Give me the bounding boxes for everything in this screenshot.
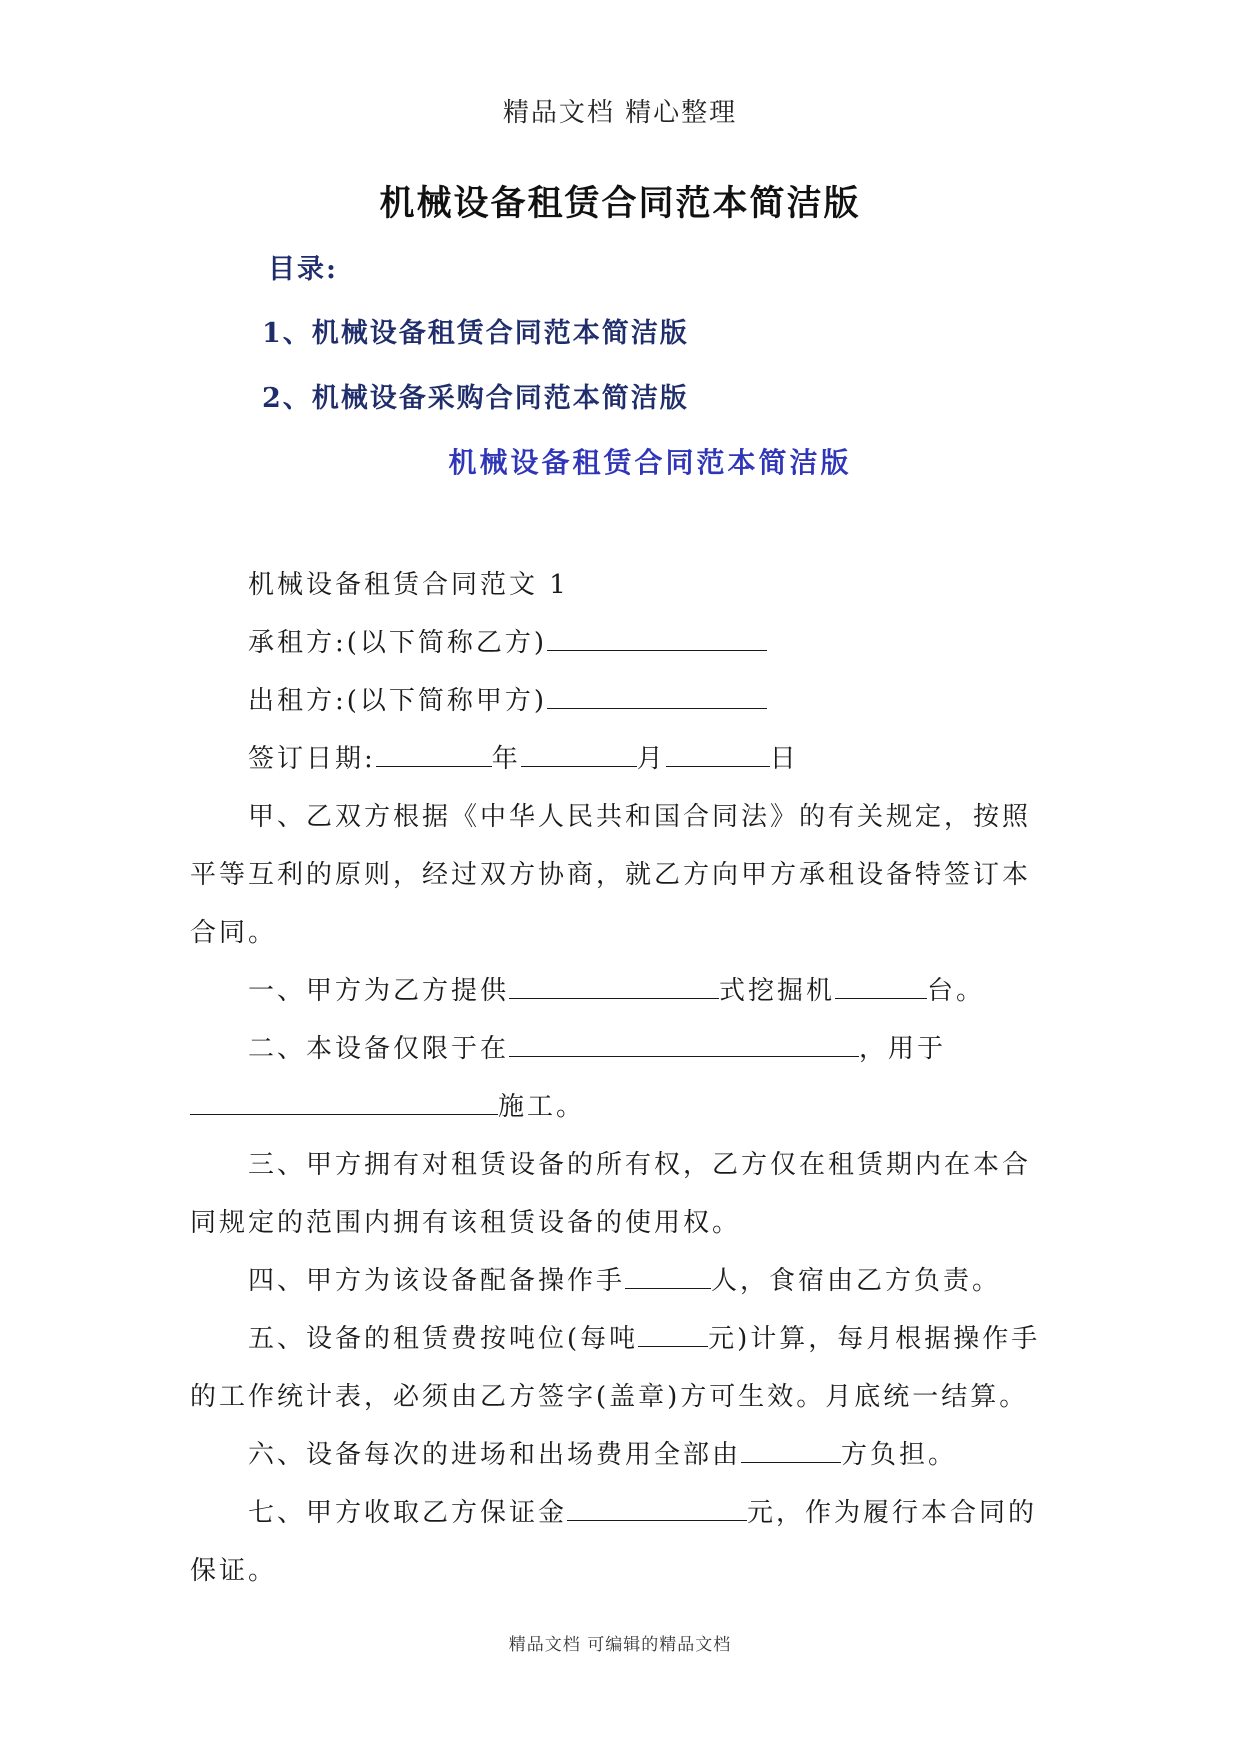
lessor-label: 出租方:(以下简称甲方) <box>248 686 548 716</box>
clause-7-text-b: 元，作为履行本合同的 <box>747 1498 1038 1528</box>
page-header: 精品文档 精心整理 <box>502 98 738 128</box>
clause-5-text-b: 元)计算，每月根据操作手 <box>708 1324 1041 1354</box>
clause-2-line-2 <box>190 1078 1050 1136</box>
clause-7 <box>190 1484 1050 1542</box>
clause-5-text-a: 五、设备的租赁费按吨位(每吨 <box>248 1324 639 1354</box>
toc-item-1[interactable]: 1、机械设备租赁合同范本简洁版 <box>262 318 689 349</box>
clause-7-line-2: 保证。 <box>190 1556 278 1586</box>
sign-date-line <box>190 730 1050 788</box>
clause-2-text-a: 二、本设备仅限于在 <box>248 1034 510 1064</box>
clause-5-blank-price <box>638 1324 708 1347</box>
lessor-blank <box>547 686 767 709</box>
day-blank <box>666 744 770 767</box>
month-label: 月 <box>636 744 666 774</box>
clause-2-text-b: ，用于 <box>859 1034 947 1064</box>
clause-1-text-b: 式挖掘机 <box>719 976 836 1006</box>
lessor-line <box>190 672 1050 730</box>
intro-line-2: 平等互利的原则，经过双方协商，就乙方向甲方承租设备特签订本 <box>190 860 1032 890</box>
clause-6-text-b: 方负担。 <box>841 1440 958 1470</box>
clause-2-blank-location <box>509 1034 859 1057</box>
toc-item-2[interactable]: 2、机械设备采购合同范本简洁版 <box>262 383 689 414</box>
clause-4 <box>190 1252 1050 1310</box>
clause-3-line-2: 同规定的范围内拥有该租赁设备的使用权。 <box>190 1208 742 1238</box>
toc-label: 目录: <box>268 254 338 285</box>
page-footer: 精品文档 可编辑的精品文档 <box>508 1635 732 1655</box>
clause-6-blank-party <box>741 1440 841 1463</box>
contract-body <box>190 556 1050 1600</box>
sample-title: 机械设备租赁合同范文 1 <box>248 570 569 600</box>
month-blank <box>521 744 637 767</box>
clause-4-blank-operators <box>625 1266 711 1289</box>
clause-6 <box>190 1426 1050 1484</box>
clause-2-text-c: 施工。 <box>498 1092 586 1122</box>
lessee-line <box>190 614 1050 672</box>
section-title: 机械设备租赁合同范本简洁版 <box>448 446 852 479</box>
clause-1-text-c: 台。 <box>927 976 986 1006</box>
clause-5-line-2: 的工作统计表，必须由乙方签字(盖章)方可生效。月底统一结算。 <box>190 1382 1029 1412</box>
clause-3-line-1: 三、甲方拥有对租赁设备的所有权，乙方仅在租赁期内在本合 <box>248 1150 1032 1180</box>
sign-date-label: 签订日期: <box>248 744 376 774</box>
lessee-label: 承租方:(以下简称乙方) <box>248 628 548 658</box>
intro-line-1: 甲、乙双方根据《中华人民共和国合同法》的有关规定，按照 <box>248 802 1032 832</box>
clause-4-text-a: 四、甲方为该设备配备操作手 <box>248 1266 626 1296</box>
clause-5 <box>190 1310 1050 1368</box>
clause-1-text-a: 一、甲方为乙方提供 <box>248 976 510 1006</box>
clause-6-text-a: 六、设备每次的进场和出场费用全部由 <box>248 1440 742 1470</box>
lessee-blank <box>547 628 767 651</box>
clause-1-blank-model <box>509 976 719 999</box>
clause-7-blank-deposit <box>567 1498 747 1521</box>
year-blank <box>376 744 492 767</box>
clause-2-blank-purpose <box>190 1092 498 1115</box>
clause-7-text-a: 七、甲方收取乙方保证金 <box>248 1498 568 1528</box>
clause-1 <box>190 962 1050 1020</box>
year-label: 年 <box>491 744 521 774</box>
clause-4-text-b: 人，食宿由乙方负责。 <box>711 1266 1002 1296</box>
clause-2 <box>190 1020 1050 1078</box>
day-label: 日 <box>769 744 799 774</box>
document-title: 机械设备租赁合同范本简洁版 <box>379 183 861 224</box>
intro-line-3: 合同。 <box>190 918 278 948</box>
clause-1-blank-count <box>835 976 927 999</box>
